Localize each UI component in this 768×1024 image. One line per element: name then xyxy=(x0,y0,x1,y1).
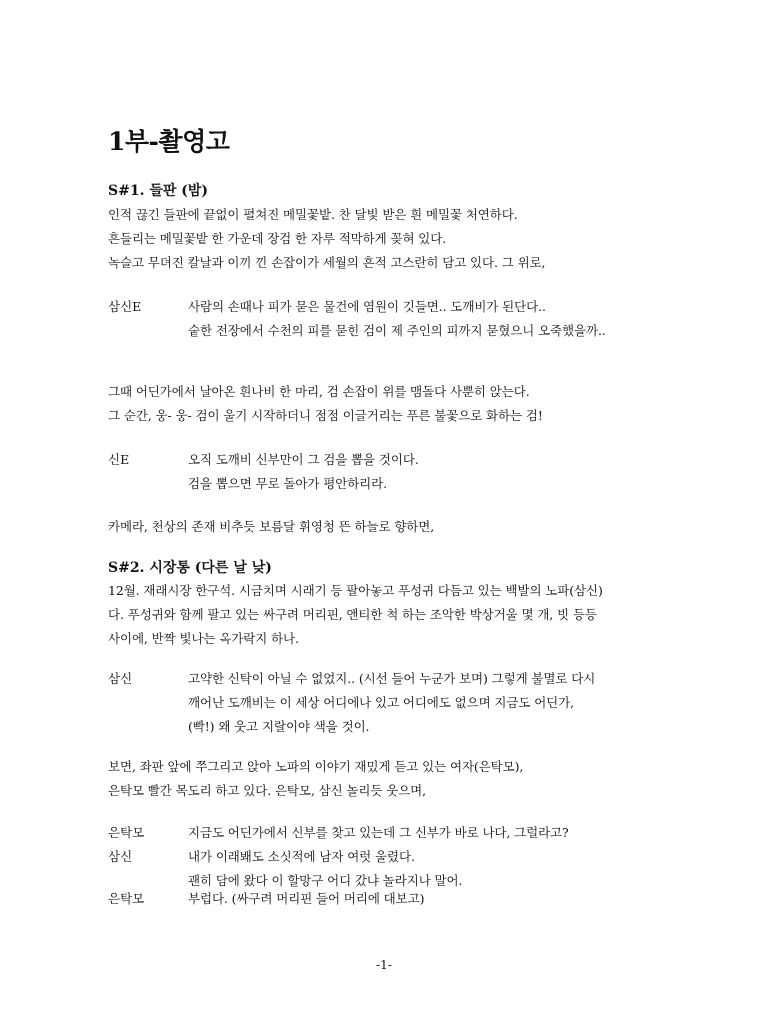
action-line: 은탁모 빨간 목도리 하고 있다. 은탁모, 삼신 놀리듯 웃으며, xyxy=(108,783,427,798)
dialogue-line: 깨어난 도깨비는 이 세상 어디에나 있고 어디에도 없으며 지금도 어딘가, xyxy=(188,695,575,710)
dialogue-line: (빡!) 왜 웃고 지랄이야 색을 것이. xyxy=(188,719,370,734)
dialogue-line: 사람의 손때나 피가 묻은 물건에 염원이 깃들면.. 도깨비가 된단다.. xyxy=(188,299,546,314)
action-line: 그 순간, 웅- 웅- 검이 울기 시작하더니 점점 이글거리는 푸른 불꽃으로 화하는 검! xyxy=(108,408,543,423)
speaker-name: 은탁모 xyxy=(108,891,145,906)
action-line: 그때 어딘가에서 날아온 흰나비 한 마리, 검 손잡이 위를 맴돌다 사뿐히 앉는다. xyxy=(108,384,530,399)
speaker-name: 은탁모 xyxy=(108,825,145,840)
action-line: 흔들리는 메밀꽃밭 한 가운데 장검 한 자루 적막하게 꽂혀 있다. xyxy=(108,231,447,246)
dialogue-line: 고약한 신탁이 아닐 수 없었지.. (시선 들어 누군가 보며) 그렇게 불멸로 다시 xyxy=(188,671,596,686)
action-line: 녹슬고 무뎌진 칼날과 이끼 낀 손잡이가 세월의 흔적 고스란히 담고 있다. 그 위로, xyxy=(108,255,546,270)
action-line: 다. 푸성귀와 함께 팔고 있는 싸구려 머리핀, 앤티한 척 하는 조악한 박상거울 몇 개, 빗 등등 xyxy=(108,607,597,622)
document-title: 1부-촬영고 xyxy=(108,127,230,156)
speaker-name: 삼신 xyxy=(108,849,133,864)
speaker-name: 삼신E xyxy=(108,299,142,314)
action-line: 카메라, 천상의 존재 비추듯 보름달 휘영청 뜬 하늘로 향하면, xyxy=(108,519,435,534)
scene-heading: S#1. 들판 (밤) xyxy=(108,183,209,199)
dialogue-line: 내가 이래봬도 소싯적에 남자 여럿 울렸다. xyxy=(188,849,415,864)
dialogue-line: 지금도 어딘가에서 신부를 찾고 있는데 그 신부가 바로 나다, 그럴라고? xyxy=(188,825,569,840)
dialogue-line: 오직 도깨비 신부만이 그 검을 뽑을 것이다. xyxy=(188,452,419,467)
action-line: 인적 끊긴 들판에 끝없이 펼쳐진 메밀꽃밭. 찬 달빛 받은 흰 메밀꽃 처연하다. xyxy=(108,207,518,222)
dialogue-line: 부럽다. (싸구려 머리핀 들어 머리에 대보고) xyxy=(188,891,425,906)
action-line: 12월. 재래시장 한구석. 시금치며 시래기 등 팔아놓고 푸성귀 다듬고 있는 백발의 노파(삼신) xyxy=(108,583,603,598)
scene-heading: S#2. 시장통 (다른 날 낮) xyxy=(108,560,272,576)
speaker-name: 삼신 xyxy=(108,671,133,686)
page-number: -1- xyxy=(376,958,392,972)
speaker-name: 신E xyxy=(108,452,130,467)
action-line: 사이에, 반짝 빛나는 옥가락지 하나. xyxy=(108,631,299,646)
action-line: 보면, 좌판 앞에 쭈그리고 앉아 노파의 이야기 재밌게 듣고 있는 여자(은탁모), xyxy=(108,759,524,774)
dialogue-line: 괜히 담에 왔다 이 할망구 어디 갔냐 놀라지나 말어. xyxy=(188,873,463,888)
dialogue-line: 숱한 전장에서 수천의 피를 묻힌 검이 제 주인의 피까지 묻혔으니 오죽했을까.. xyxy=(188,323,606,338)
dialogue-line: 검을 뽑으면 무로 돌아가 평안하리라. xyxy=(188,476,387,491)
